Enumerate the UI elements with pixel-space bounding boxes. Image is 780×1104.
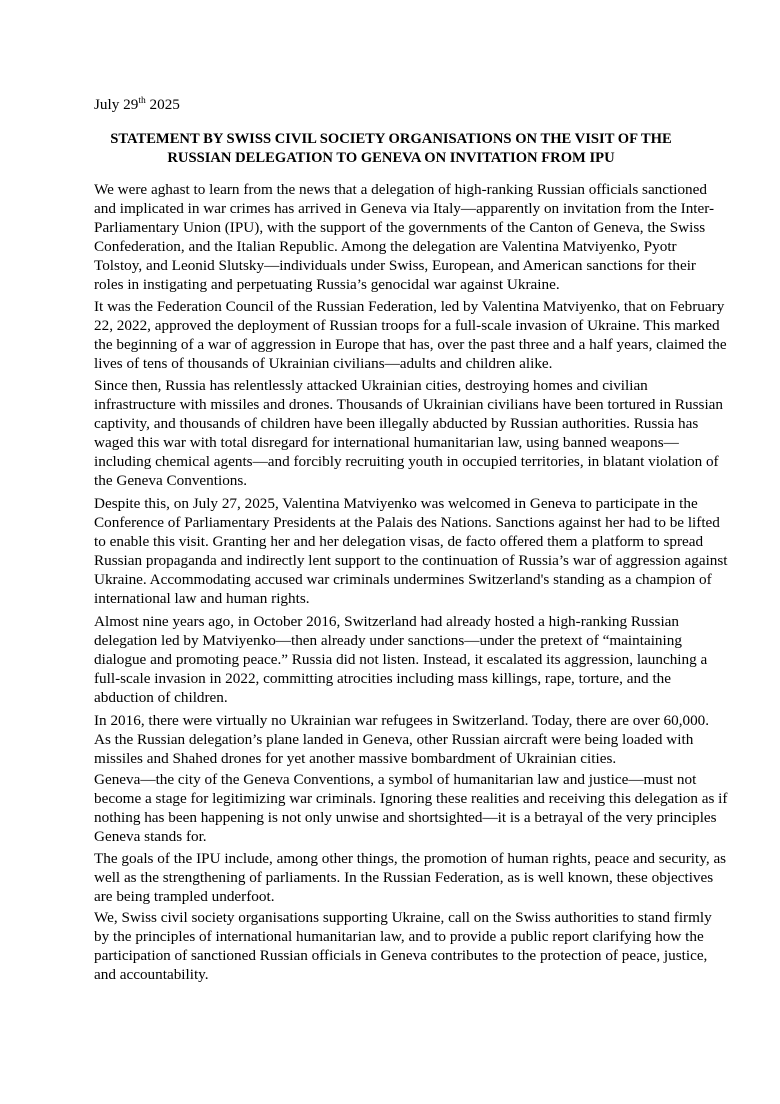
text-line: The goals of the IPU include, among other things, the promotion of human rights, peace and security, as	[94, 850, 727, 867]
text-line: full-scale invasion in 2022, committing atrocities including mass killings, rape, torture, and the	[94, 670, 672, 687]
text-line: and accountability.	[94, 966, 209, 983]
text-line: Since then, Russia has relentlessly attacked Ukrainian cities, destroying homes and civilian	[94, 377, 648, 394]
text-line: Parliamentary Union (IPU), with the support of the governments of the Canton of Geneva, the Swiss	[94, 219, 706, 236]
paragraph-4	[94, 494, 728, 608]
paragraph-3	[94, 376, 724, 490]
paragraph-6	[94, 711, 710, 768]
text-line: Geneva stands for.	[94, 828, 207, 845]
text-line: well as the strengthening of parliaments. In the Russian Federation, as is well known, these objectives	[94, 869, 714, 886]
text-line: abduction of children.	[94, 689, 228, 706]
paragraph-8	[94, 849, 727, 906]
text-line: the Geneva Conventions.	[94, 472, 248, 489]
text-line: nothing has been happening is not only unwise and shortsighted—it is a betrayal of the very principles	[94, 809, 717, 826]
text-line: It was the Federation Council of the Russian Federation, led by Valentina Matviyenko, that on February	[94, 298, 725, 315]
text-line: Ukraine. Accommodating accused war criminals undermines Switzerland's standing as a champion of	[94, 571, 712, 588]
text-line: delegation led by Matviyenko—then already under sanctions—under the pretext of “maintaining	[94, 632, 682, 649]
text-line: lives of tens of thousands of Ukrainian civilians—adults and children alike.	[94, 355, 553, 372]
text-line: 22, 2022, approved the deployment of Russian troops for a full-scale invasion of Ukraine. This marked	[94, 317, 720, 334]
text-line: become a stage for legitimizing war criminals. Ignoring these realities and receiving this delegation as if	[94, 790, 728, 807]
text-line: roles in instigating and perpetuating Russia’s genocidal war against Ukraine.	[94, 276, 560, 293]
text-line: by the principles of international humanitarian law, and to provide a public report clarifying how the	[94, 928, 704, 945]
text-line: We, Swiss civil society organisations supporting Ukraine, call on the Swiss authorities to stand firmly	[94, 909, 712, 926]
text-line: waged this war with total disregard for international humanitarian law, using banned weapons—	[94, 434, 679, 451]
date-year: 2025	[145, 96, 180, 113]
paragraph-1	[94, 180, 715, 294]
paragraph-2	[94, 297, 727, 373]
text-line: the beginning of a war of aggression in Europe that has, over the past three and a half years, claimed the	[94, 336, 727, 353]
statement-date	[94, 95, 180, 114]
text-line: In 2016, there were virtually no Ukrainian war refugees in Switzerland. Today, there are over 60,000.	[94, 712, 710, 729]
text-line: Geneva—the city of the Geneva Conventions, a symbol of humanitarian law and justice—must not	[94, 771, 697, 788]
text-line: infrastructure with missiles and drones. Thousands of Ukrainian civilians have been tortured in Russian	[94, 396, 724, 413]
text-line: Conference of Parliamentary Presidents at the Palais des Nations. Sanctions against her had to be lifted	[94, 514, 720, 531]
text-line: Tolstoy, and Leonid Slutsky—individuals under Swiss, European, and American sanctions for their	[94, 257, 696, 274]
text-line: are being trampled underfoot.	[94, 888, 275, 905]
text-line: including chemical agents—and forcibly recruiting youth in occupied territories, in blatant violation of	[94, 453, 719, 470]
text-line: captivity, and thousands of children have been illegally abducted by Russian authorities. Russia has	[94, 415, 699, 432]
date-text: July 29	[94, 96, 139, 113]
text-line: international law and human rights.	[94, 590, 310, 607]
text-line: Almost nine years ago, in October 2016, Switzerland had already hosted a high-ranking Russian	[94, 613, 680, 630]
paragraph-5	[94, 612, 708, 707]
title-line: STATEMENT BY SWISS CIVIL SOCIETY ORGANISATIONS ON THE VISIT OF THE	[110, 131, 672, 147]
text-line: We were aghast to learn from the news that a delegation of high-ranking Russian officials sanctioned	[94, 181, 707, 198]
text-line: participation of sanctioned Russian officials in Geneva contributes to the protection of peace, justice,	[94, 947, 708, 964]
date-suffix: th	[138, 96, 146, 106]
text-line: dialogue and promoting peace.” Russia did not listen. Instead, it escalated its aggression, launching a	[94, 651, 708, 668]
paragraph-7	[94, 770, 728, 846]
text-line: missiles and Shahed drones for yet another massive bombardment of Ukrainian cities.	[94, 750, 617, 767]
text-line: to enable this visit. Granting her and her delegation visas, de facto offered them a platform to spread	[94, 533, 704, 550]
text-line: Confederation, and the Italian Republic. Among the delegation are Valentina Matviyenko, Pyotr	[94, 238, 677, 255]
statement-title	[94, 130, 688, 168]
title-line: RUSSIAN DELEGATION TO GENEVA ON INVITATION FROM IPU	[167, 150, 615, 166]
text-line: Despite this, on July 27, 2025, Valentina Matviyenko was welcomed in Geneva to participate in the	[94, 495, 698, 512]
text-line: and implicated in war crimes has arrived in Geneva via Italy—apparently on invitation from the Inter-	[94, 200, 715, 217]
text-line: As the Russian delegation’s plane landed in Geneva, other Russian aircraft were being loaded with	[94, 731, 694, 748]
paragraph-9	[94, 908, 712, 984]
text-line: Russian propaganda and indirectly lent support to the continuation of Russia’s war of aggression against	[94, 552, 728, 569]
